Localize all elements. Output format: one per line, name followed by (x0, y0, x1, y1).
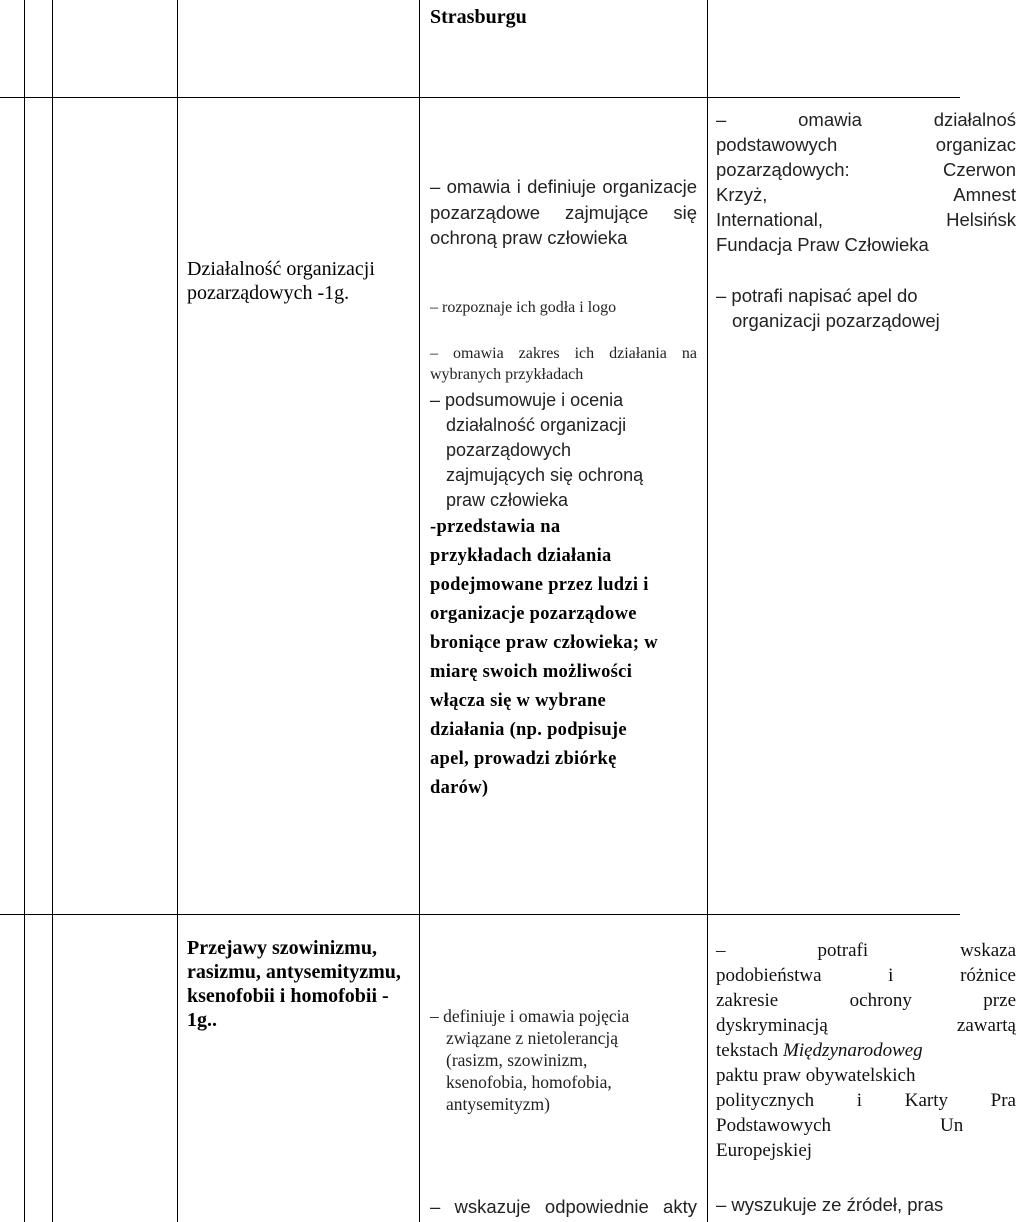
col-border-1 (24, 0, 25, 1222)
disc-advanced-b-line1: – wyszukuje ze źródeł, pras (716, 1194, 944, 1215)
col-border-2 (52, 0, 53, 1222)
ngo-objective-d-line3: pozarządowych (446, 440, 572, 460)
ngo-objective-e-line5: broniące praw człowieka; w (430, 633, 658, 653)
ngo-objective-e-line2: przykładach działania (430, 546, 612, 566)
ngo-topic-cell (187, 257, 412, 305)
ngo-objective-e-line1: -przedstawia na (430, 517, 561, 537)
disc-advanced-a-line4: dyskryminacją zawartą (716, 1015, 1016, 1036)
disc-objective-a (430, 1005, 629, 1115)
disc-advanced-a-line5 (716, 1038, 1016, 1063)
ngo-objective-e (430, 513, 658, 803)
disc-topic-cell (187, 936, 412, 1032)
ngo-objective-e-line7: włącza się w wybrane (430, 691, 607, 711)
disc-advanced-a-line5-pre: tekstach (716, 1040, 784, 1061)
disc-advanced-a-line6: paktu praw obywatelskich (716, 1065, 916, 1086)
col-border-5 (707, 0, 708, 1222)
ngo-advanced-b-line2: organizacji pozarządowej (732, 310, 940, 331)
disc-objective-a-line5: antysemityzm) (446, 1094, 551, 1114)
ngo-objective-d (430, 388, 643, 513)
ngo-advanced-a-line3: pozarządowych: Czerwon (716, 159, 1016, 180)
ngo-advanced-b-line1: – potrafi napisać apel do (716, 285, 918, 306)
disc-advanced-a (716, 938, 1016, 1163)
disc-advanced-a-line5-italic: Międzynarodoweg (783, 1040, 923, 1061)
ngo-objective-a (430, 174, 697, 251)
disc-objective-b (430, 1194, 697, 1219)
disc-advanced-a-line3: zakresie ochrony prze (716, 990, 1016, 1011)
disc-advanced-a-line8 (716, 1113, 1016, 1138)
ngo-objective-e-line3: podejmowane przez ludzi i (430, 575, 649, 595)
disc-objective-a-line4: ksenofobia, homofobia, (446, 1072, 612, 1092)
disc-advanced-a-line8-left: Podstawowych (716, 1115, 832, 1136)
ngo-objective-a-text: – omawia i definiuje organizacje pozarządowe zajmujące się ochroną praw człowieka (430, 176, 697, 248)
col-border-3 (177, 0, 178, 1222)
disc-advanced-a-line2: podobieństwa i różnice (716, 965, 1016, 986)
disc-advanced-a-line1: – potrafi wskaza (716, 940, 1016, 961)
disc-objective-a-line1: – definiuje i omawia pojęcia (430, 1006, 630, 1026)
disc-objective-a-line2: związane z nietolerancją (446, 1028, 618, 1048)
disc-advanced-a-line8-right: Un (940, 1115, 964, 1136)
ngo-advanced-a-line4: Krzyż, Amnest (716, 184, 1016, 205)
ngo-advanced-a (716, 107, 1016, 257)
disc-advanced-a-line9: Europejskiej (716, 1140, 813, 1161)
ngo-advanced-b (716, 283, 940, 333)
disc-topic: Przejawy szowinizmu, rasizmu, antysemityzmu, ksenofobii i homofobii - 1g.. (187, 937, 401, 1031)
ngo-objective-e-line8: działania (np. podpisuje (430, 720, 627, 740)
col-border-4 (419, 0, 420, 1222)
ngo-objective-e-line4: organizacje pozarządowe (430, 604, 637, 624)
ngo-objective-e-line6: miarę swoich możliwości (430, 662, 633, 682)
ngo-objective-c-text: – omawia zakres ich działania na wybranych przykładach (430, 345, 697, 383)
ngo-objective-e-line10: darów) (430, 778, 489, 798)
ngo-advanced-a-line2: podstawowych organizac (716, 134, 1016, 155)
ngo-objective-d-line5: praw człowieka (446, 490, 569, 510)
ngo-advanced-a-line6: Fundacja Praw Człowieka (716, 234, 929, 255)
ngo-topic: Działalność organizacji pozarządowych -1g. (187, 258, 375, 304)
disc-objective-a-line3: (rasizm, szowinizm, (446, 1050, 588, 1070)
ngo-objective-d-line1: – podsumowuje i ocenia (430, 390, 624, 410)
ngo-objective-b (430, 298, 616, 318)
ngo-advanced-a-line1: – omawia działalnoś (716, 109, 1016, 130)
top-row-text: Strasburgu (430, 6, 527, 28)
ngo-objective-c (430, 343, 697, 385)
row-border-2 (0, 914, 960, 915)
ngo-objective-d-line4: zajmujących się ochroną (446, 465, 644, 485)
ngo-objective-d-line2: działalność organizacji (446, 415, 627, 435)
disc-advanced-a-line7: politycznych i Karty Pra (716, 1090, 1016, 1111)
ngo-advanced-a-line5: International, Helsińsk (716, 209, 1016, 230)
disc-objective-b-line1: – wskazuje odpowiednie akty (430, 1196, 697, 1217)
disc-advanced-b (716, 1192, 943, 1217)
top-row-objectives-cell (430, 5, 527, 29)
ngo-objective-e-line9: apel, prowadzi zbiórkę (430, 749, 617, 769)
ngo-objective-b-text: – rozpoznaje ich godła i logo (430, 299, 617, 316)
row-border-1 (0, 97, 960, 98)
